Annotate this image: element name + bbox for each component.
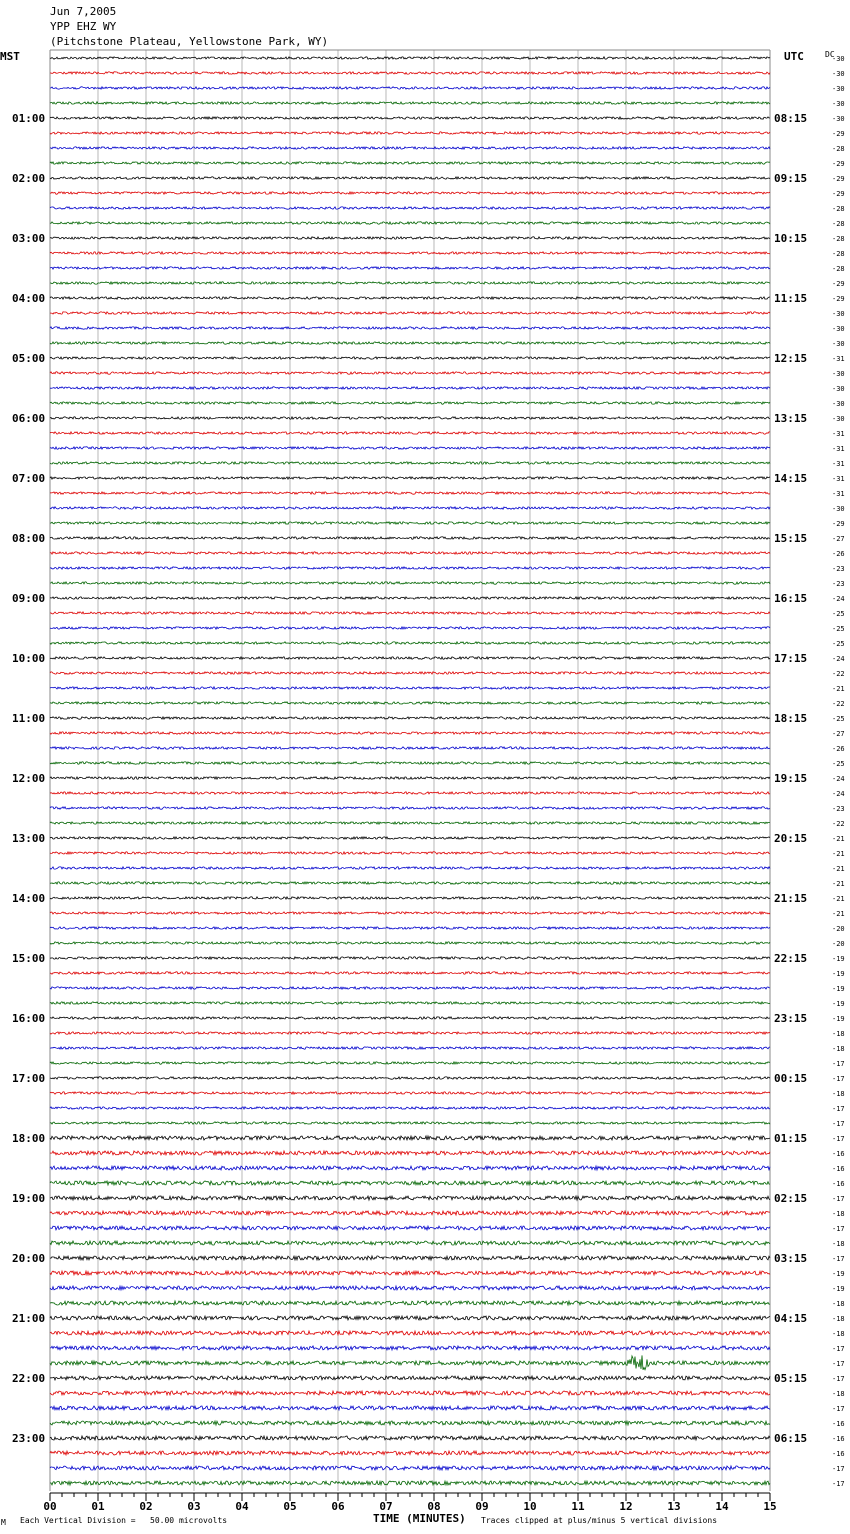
dc-offset-label: -26 bbox=[832, 550, 845, 558]
x-tick-label: 10 bbox=[523, 1500, 537, 1513]
right-hour-label: 09:15 bbox=[774, 172, 808, 185]
dc-offset-label: -17 bbox=[832, 1075, 845, 1083]
trace-line bbox=[50, 1406, 770, 1410]
trace-line bbox=[50, 837, 770, 839]
dc-offset-label: -19 bbox=[832, 1270, 845, 1278]
x-tick-label: 01 bbox=[91, 1500, 105, 1513]
trace-line bbox=[50, 57, 770, 59]
dc-offset-label: -17 bbox=[832, 1105, 845, 1113]
trace-line bbox=[50, 87, 770, 89]
dc-offset-label: -30 bbox=[832, 505, 845, 513]
header-location: (Pitchstone Plateau, Yellowstone Park, WY) bbox=[50, 35, 329, 48]
trace-line bbox=[50, 1092, 770, 1094]
dc-offset-label: -30 bbox=[832, 115, 845, 123]
right-hour-label: 19:15 bbox=[774, 772, 808, 785]
dc-offset-label: -29 bbox=[832, 295, 845, 303]
trace-line bbox=[50, 942, 770, 944]
trace-line bbox=[50, 1002, 770, 1004]
trace-line bbox=[50, 1316, 770, 1320]
trace-line bbox=[50, 1047, 770, 1049]
dc-offset-label: -29 bbox=[832, 175, 845, 183]
trace-group bbox=[50, 57, 770, 1485]
left-hour-label: 08:00 bbox=[12, 532, 46, 545]
trace-line bbox=[50, 777, 770, 779]
trace-line bbox=[50, 1181, 770, 1185]
trace-line bbox=[50, 1256, 770, 1260]
left-hour-label: 22:00 bbox=[12, 1372, 46, 1385]
x-tick-label: 15 bbox=[763, 1500, 777, 1513]
trace-line bbox=[50, 1032, 770, 1034]
right-hour-label: 20:15 bbox=[774, 832, 808, 845]
dc-offset-label: -24 bbox=[832, 775, 845, 783]
x-tick-label: 13 bbox=[667, 1500, 681, 1513]
trace-line bbox=[50, 237, 770, 239]
trace-line bbox=[50, 1226, 770, 1230]
dc-offset-label: -18 bbox=[832, 1030, 845, 1038]
right-hour-label: 23:15 bbox=[774, 1012, 808, 1025]
dc-offset-label: -17 bbox=[832, 1255, 845, 1263]
trace-line bbox=[50, 507, 770, 509]
trace-line bbox=[50, 177, 770, 179]
footer-scale: Each Vertical Division = 50.00 microvolts bbox=[20, 1516, 228, 1525]
x-tick-label: 04 bbox=[235, 1500, 249, 1513]
dc-offset-label: -25 bbox=[832, 760, 845, 768]
trace-line bbox=[50, 1331, 770, 1335]
dc-offset-label: -25 bbox=[832, 640, 845, 648]
trace-line bbox=[50, 207, 770, 209]
dc-offset-label: -30 bbox=[832, 70, 845, 78]
trace-line bbox=[50, 147, 770, 149]
dc-offset-label: -21 bbox=[832, 835, 845, 843]
dc-offset-label: -16 bbox=[832, 1450, 845, 1458]
left-hour-label: 07:00 bbox=[12, 472, 46, 485]
dc-offset-label: -17 bbox=[832, 1225, 845, 1233]
trace-line bbox=[50, 312, 770, 314]
dc-offset-label: -17 bbox=[832, 1465, 845, 1473]
footer-clip: Traces clipped at plus/minus 5 vertical divisions bbox=[481, 1516, 718, 1525]
left-hour-label: 23:00 bbox=[12, 1432, 46, 1445]
dc-offset-label: -31 bbox=[832, 430, 845, 438]
trace-line bbox=[50, 1107, 770, 1109]
x-tick-label: 06 bbox=[331, 1500, 345, 1513]
trace-line bbox=[50, 1481, 770, 1485]
trace-line bbox=[50, 372, 770, 374]
x-tick-label: 05 bbox=[283, 1500, 297, 1513]
trace-line bbox=[50, 627, 770, 629]
trace-line bbox=[50, 117, 770, 119]
dc-offset-label: -18 bbox=[832, 1045, 845, 1053]
right-hour-label: 15:15 bbox=[774, 532, 808, 545]
left-hour-label: 09:00 bbox=[12, 592, 46, 605]
left-hour-label: 04:00 bbox=[12, 292, 46, 305]
left-hour-label: 01:00 bbox=[12, 112, 46, 125]
dc-offset-label: -25 bbox=[832, 610, 845, 618]
dc-offset-label: -28 bbox=[832, 145, 845, 153]
trace-line bbox=[50, 432, 770, 434]
dc-offset-label: -28 bbox=[832, 265, 845, 273]
dc-offset-label: -20 bbox=[832, 925, 845, 933]
dc-offset-label: -22 bbox=[832, 820, 845, 828]
left-hour-label: 17:00 bbox=[12, 1072, 46, 1085]
dc-label: DC bbox=[825, 50, 835, 59]
dc-offset-label: -19 bbox=[832, 1015, 845, 1023]
trace-line bbox=[50, 807, 770, 809]
dc-offset-label: -30 bbox=[832, 310, 845, 318]
trace-line bbox=[50, 642, 770, 644]
trace-line bbox=[50, 597, 770, 599]
trace-line bbox=[50, 402, 770, 404]
dc-offset-label: -28 bbox=[832, 220, 845, 228]
trace-line bbox=[50, 1391, 770, 1395]
right-hour-label: 00:15 bbox=[774, 1072, 808, 1085]
left-hour-label: 21:00 bbox=[12, 1312, 46, 1325]
x-tick-label: 00 bbox=[43, 1500, 57, 1513]
dc-offset-label: -19 bbox=[832, 1285, 845, 1293]
dc-offset-label: -27 bbox=[832, 730, 845, 738]
left-hour-label: 06:00 bbox=[12, 412, 46, 425]
dc-offset-label: -30 bbox=[832, 400, 845, 408]
right-hour-label: 06:15 bbox=[774, 1432, 808, 1445]
x-tick-label: 12 bbox=[619, 1500, 633, 1513]
left-hour-label: 13:00 bbox=[12, 832, 46, 845]
trace-line bbox=[50, 852, 770, 854]
left-hour-label: 03:00 bbox=[12, 232, 46, 245]
dc-offset-label: -26 bbox=[832, 745, 845, 753]
dc-offset-label: -30 bbox=[832, 55, 845, 63]
dc-offset-label: -17 bbox=[832, 1405, 845, 1413]
trace-line bbox=[50, 1211, 770, 1215]
right-hour-label: 01:15 bbox=[774, 1132, 808, 1145]
dc-offset-label: -30 bbox=[832, 325, 845, 333]
dc-offset-label: -31 bbox=[832, 445, 845, 453]
trace-line bbox=[50, 1436, 770, 1440]
trace-line bbox=[50, 747, 770, 749]
x-axis bbox=[43, 1493, 776, 1513]
dc-offset-labels bbox=[832, 55, 845, 1488]
trace-line bbox=[50, 582, 770, 584]
right-hour-label: 12:15 bbox=[774, 352, 808, 365]
dc-offset-label: -19 bbox=[832, 1000, 845, 1008]
trace-line bbox=[50, 702, 770, 704]
dc-offset-label: -31 bbox=[832, 460, 845, 468]
trace-line bbox=[50, 1271, 770, 1275]
dc-offset-label: -21 bbox=[832, 910, 845, 918]
trace-line bbox=[50, 357, 770, 359]
right-hour-label: 04:15 bbox=[774, 1312, 808, 1325]
trace-line bbox=[50, 1136, 770, 1140]
trace-line bbox=[50, 462, 770, 464]
right-hour-label: 22:15 bbox=[774, 952, 808, 965]
trace-line bbox=[50, 282, 770, 284]
left-hour-label: 20:00 bbox=[12, 1252, 46, 1265]
trace-line bbox=[50, 537, 770, 539]
trace-line bbox=[50, 732, 770, 734]
header-station: YPP EHZ WY bbox=[50, 20, 117, 33]
right-hour-label: 02:15 bbox=[774, 1192, 808, 1205]
left-hour-label: 18:00 bbox=[12, 1132, 46, 1145]
left-hour-label: 19:00 bbox=[12, 1192, 46, 1205]
trace-line bbox=[50, 1077, 770, 1079]
right-hour-label: 13:15 bbox=[774, 412, 808, 425]
trace-line bbox=[50, 867, 770, 869]
trace-line bbox=[50, 672, 770, 674]
trace-line bbox=[50, 927, 770, 929]
footer-marker: M bbox=[1, 1518, 6, 1527]
right-hour-labels bbox=[774, 112, 807, 1445]
trace-line bbox=[50, 792, 770, 794]
dc-offset-label: -28 bbox=[832, 235, 845, 243]
dc-offset-label: -18 bbox=[832, 1330, 845, 1338]
left-timezone-label: MST bbox=[0, 50, 20, 63]
dc-offset-label: -21 bbox=[832, 850, 845, 858]
left-hour-labels bbox=[12, 112, 45, 1445]
dc-offset-label: -30 bbox=[832, 370, 845, 378]
dc-offset-label: -16 bbox=[832, 1150, 845, 1158]
trace-line bbox=[50, 657, 770, 659]
dc-offset-label: -30 bbox=[832, 340, 845, 348]
dc-offset-label: -17 bbox=[832, 1480, 845, 1488]
dc-offset-label: -31 bbox=[832, 355, 845, 363]
dc-offset-label: -17 bbox=[832, 1135, 845, 1143]
trace-line bbox=[50, 132, 770, 134]
right-hour-label: 18:15 bbox=[774, 712, 808, 725]
trace-line bbox=[50, 1241, 770, 1245]
trace-line bbox=[50, 882, 770, 884]
trace-line bbox=[50, 717, 770, 719]
dc-offset-label: -21 bbox=[832, 880, 845, 888]
dc-offset-label: -25 bbox=[832, 625, 845, 633]
header-date: Jun 7,2005 bbox=[50, 5, 117, 18]
dc-offset-label: -27 bbox=[832, 535, 845, 543]
trace-line bbox=[50, 387, 770, 389]
dc-offset-label: -21 bbox=[832, 865, 845, 873]
dc-offset-label: -17 bbox=[832, 1345, 845, 1353]
left-hour-label: 10:00 bbox=[12, 652, 46, 665]
trace-line bbox=[50, 192, 770, 194]
dc-offset-label: -24 bbox=[832, 655, 845, 663]
trace-line bbox=[50, 897, 770, 899]
dc-offset-label: -17 bbox=[832, 1375, 845, 1383]
trace-line bbox=[50, 342, 770, 344]
trace-line bbox=[50, 417, 770, 419]
trace-line bbox=[50, 1466, 770, 1470]
dc-offset-label: -18 bbox=[832, 1240, 845, 1248]
dc-offset-label: -29 bbox=[832, 160, 845, 168]
x-tick-label: 11 bbox=[571, 1500, 585, 1513]
dc-offset-label: -30 bbox=[832, 85, 845, 93]
dc-offset-label: -17 bbox=[832, 1360, 845, 1368]
left-hour-label: 12:00 bbox=[12, 772, 46, 785]
left-hour-label: 16:00 bbox=[12, 1012, 46, 1025]
right-hour-label: 05:15 bbox=[774, 1372, 808, 1385]
dc-offset-label: -24 bbox=[832, 790, 845, 798]
right-hour-label: 10:15 bbox=[774, 232, 808, 245]
x-tick-label: 08 bbox=[427, 1500, 441, 1513]
dc-offset-label: -16 bbox=[832, 1180, 845, 1188]
x-tick-label: 02 bbox=[139, 1500, 153, 1513]
dc-offset-label: -23 bbox=[832, 565, 845, 573]
trace-line bbox=[50, 1017, 770, 1019]
trace-line bbox=[50, 162, 770, 164]
x-tick-label: 14 bbox=[715, 1500, 729, 1513]
trace-line bbox=[50, 612, 770, 614]
x-tick-label: 09 bbox=[475, 1500, 489, 1513]
dc-offset-label: -29 bbox=[832, 130, 845, 138]
trace-line bbox=[50, 972, 770, 974]
trace-line bbox=[50, 822, 770, 824]
right-hour-label: 16:15 bbox=[774, 592, 808, 605]
trace-line bbox=[50, 1196, 770, 1200]
dc-offset-label: -19 bbox=[832, 970, 845, 978]
trace-line bbox=[50, 957, 770, 959]
dc-offset-label: -30 bbox=[832, 415, 845, 423]
right-hour-label: 03:15 bbox=[774, 1252, 808, 1265]
left-hour-label: 05:00 bbox=[12, 352, 46, 365]
dc-offset-label: -21 bbox=[832, 685, 845, 693]
trace-line bbox=[50, 1346, 770, 1350]
dc-offset-label: -18 bbox=[832, 1390, 845, 1398]
trace-line bbox=[50, 327, 770, 329]
right-timezone-label: UTC bbox=[784, 50, 804, 63]
trace-line bbox=[50, 1451, 770, 1455]
trace-line bbox=[50, 687, 770, 689]
dc-offset-label: -17 bbox=[832, 1060, 845, 1068]
dc-offset-label: -18 bbox=[832, 1315, 845, 1323]
dc-offset-label: -18 bbox=[832, 1210, 845, 1218]
dc-offset-label: -30 bbox=[832, 100, 845, 108]
left-hour-label: 11:00 bbox=[12, 712, 46, 725]
left-hour-label: 14:00 bbox=[12, 892, 46, 905]
dc-offset-label: -16 bbox=[832, 1165, 845, 1173]
trace-line bbox=[50, 72, 770, 74]
dc-offset-label: -21 bbox=[832, 895, 845, 903]
dc-offset-label: -30 bbox=[832, 385, 845, 393]
trace-line bbox=[50, 252, 770, 254]
trace-line bbox=[50, 477, 770, 479]
trace-line bbox=[50, 912, 770, 914]
dc-offset-label: -16 bbox=[832, 1435, 845, 1443]
dc-offset-label: -19 bbox=[832, 955, 845, 963]
trace-line bbox=[50, 447, 770, 449]
trace-line bbox=[50, 567, 770, 569]
dc-offset-label: -17 bbox=[832, 1195, 845, 1203]
trace-line bbox=[50, 1122, 770, 1124]
dc-offset-label: -18 bbox=[832, 1090, 845, 1098]
dc-offset-label: -23 bbox=[832, 805, 845, 813]
trace-line bbox=[50, 1376, 770, 1380]
right-hour-label: 14:15 bbox=[774, 472, 808, 485]
dc-offset-label: -31 bbox=[832, 475, 845, 483]
x-axis-title: TIME (MINUTES) bbox=[373, 1512, 466, 1525]
dc-offset-label: -29 bbox=[832, 190, 845, 198]
trace-line bbox=[50, 297, 770, 299]
left-hour-label: 02:00 bbox=[12, 172, 46, 185]
dc-offset-label: -20 bbox=[832, 940, 845, 948]
dc-offset-label: -28 bbox=[832, 205, 845, 213]
trace-line bbox=[50, 1421, 770, 1425]
dc-offset-label: -22 bbox=[832, 670, 845, 678]
trace-line bbox=[50, 762, 770, 764]
trace-line bbox=[50, 492, 770, 494]
trace-line bbox=[50, 1286, 770, 1290]
trace-line bbox=[50, 102, 770, 104]
dc-offset-label: -31 bbox=[832, 490, 845, 498]
left-hour-label: 15:00 bbox=[12, 952, 46, 965]
trace-line bbox=[50, 1062, 770, 1064]
dc-offset-label: -29 bbox=[832, 280, 845, 288]
trace-line bbox=[50, 552, 770, 554]
x-tick-label: 03 bbox=[187, 1500, 201, 1513]
trace-line bbox=[50, 1151, 770, 1155]
dc-offset-label: -19 bbox=[832, 985, 845, 993]
dc-offset-label: -24 bbox=[832, 595, 845, 603]
dc-offset-label: -25 bbox=[832, 715, 845, 723]
dc-offset-label: -29 bbox=[832, 520, 845, 528]
trace-line bbox=[50, 1301, 770, 1305]
dc-offset-label: -28 bbox=[832, 250, 845, 258]
right-hour-label: 11:15 bbox=[774, 292, 808, 305]
right-hour-label: 21:15 bbox=[774, 892, 808, 905]
trace-line bbox=[50, 987, 770, 989]
right-hour-label: 08:15 bbox=[774, 112, 808, 125]
dc-offset-label: -23 bbox=[832, 580, 845, 588]
right-hour-label: 17:15 bbox=[774, 652, 808, 665]
trace-line bbox=[50, 522, 770, 524]
trace-line bbox=[50, 222, 770, 224]
dc-offset-label: -17 bbox=[832, 1120, 845, 1128]
dc-offset-label: -16 bbox=[832, 1420, 845, 1428]
dc-offset-label: -18 bbox=[832, 1300, 845, 1308]
dc-offset-label: -22 bbox=[832, 700, 845, 708]
trace-line bbox=[50, 1355, 770, 1369]
trace-line bbox=[50, 1166, 770, 1170]
trace-line bbox=[50, 267, 770, 269]
x-tick-label: 07 bbox=[379, 1500, 393, 1513]
